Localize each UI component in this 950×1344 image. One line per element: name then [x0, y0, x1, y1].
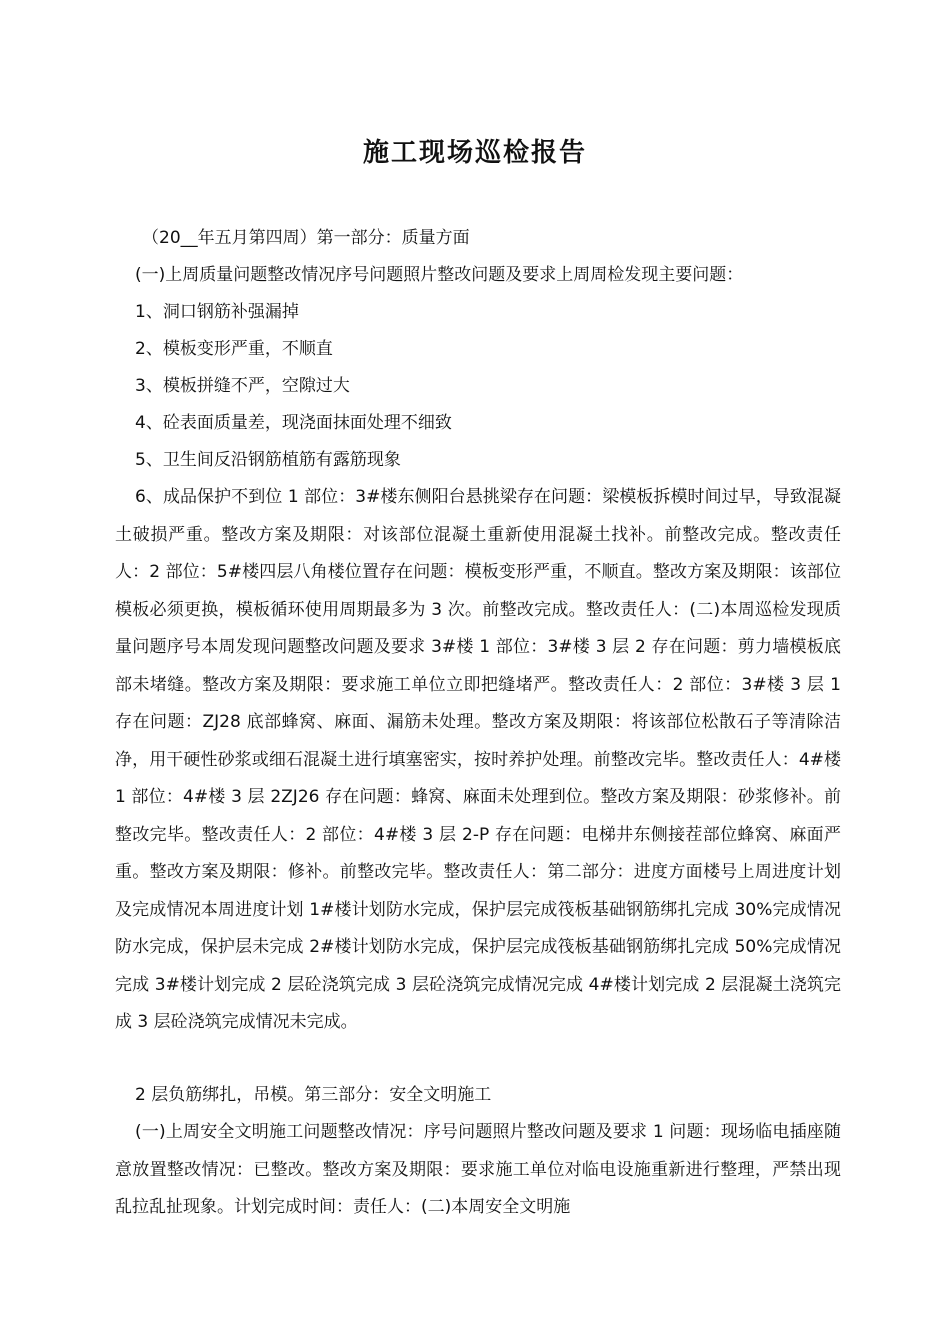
list-item-1: 1、洞口钢筋补强漏掉: [135, 302, 299, 322]
paragraph-week-heading: （20__年五月第四周）第一部分：质量方面: [142, 228, 470, 248]
paragraph-quality-details: 6、成品保护不到位 1 部位：3#楼东侧阳台悬挑梁存在问题：梁模板拆模时间过早，导致混凝土破损严重。整改方案及期限：对该部位混凝土重新使用混凝土找补。前整改完成。整改责任人：2 部位：5#楼四层八角楼位置存在问题：模板变形严重，不顺直。整改方案及期限：该部位模板必须更换，模板循环使用周期最多为 3 次。前整改完成。整改责任人：(二)本周巡检发现质量问题序号本周发现问题整改问题及要求 3#楼 1 部位：3#楼 3 层 2 存在问题：剪力墙模板底部未堵缝。整改方案及期限：要求施工单位立即把缝堵严。整改责任人：2 部位：3#楼 3 层 1 存在问题：ZJ28 底部蜂窝、麻面、漏筋未处理。整改方案及期限：将该部位松散石子等清除洁净，用干硬性砂浆或细石混凝土进行填塞密实，按时养护处理。前整改完毕。整改责任人：4#楼 1 部位：4#楼 3 层 2ZJ26 存在问题：蜂窝、麻面未处理到位。整改方案及期限：砂浆修补。前整改完毕。整改责任人：2 部位：4#楼 3 层 2-P 存在问题：电梯井东侧接茬部位蜂窝、麻面严重。整改方案及期限：修补。前整改完毕。整改责任人：第二部分：进度方面楼号上周进度计划及完成情况本周进度计划 1#楼计划防水完成，保护层完成筏板基础钢筋绑扎完成 30%完成情况防水完成，保护层未完成 2#楼计划防水完成，保护层完成筏板基础钢筋绑扎完成 50%完成情况完成 3#楼计划完成 2 层砼浇筑完成 3 层砼浇筑完成情况完成 4#楼计划完成 2 层混凝土浇筑完成 3 层砼浇筑完成情况未完成。: [115, 487, 841, 1032]
list-item-5: 5、卫生间反沿钢筋植筋有露筋现象: [135, 450, 401, 470]
paragraph-safety-heading: 2 层负筋绑扎，吊模。第三部分：安全文明施工: [135, 1085, 492, 1105]
paragraph-safety-details: (一)上周安全文明施工问题整改情况：序号问题照片整改问题及要求 1 问题：现场临电插座随意放置整改情况：已整改。整改方案及期限：要求施工单位对临电设施重新进行整理，严禁出现乱拉乱扯现象。计划完成时间：责任人：(二)本周安全文明施: [115, 1122, 841, 1217]
page-title: 施工现场巡检报告: [362, 138, 587, 168]
paragraph-last-week-quality: (一)上周质量问题整改情况序号问题照片整改问题及要求上周周检发现主要问题：: [135, 265, 744, 285]
list-item-3: 3、模板拼缝不严，空隙过大: [135, 376, 350, 396]
list-item-2: 2、模板变形严重，不顺直: [135, 339, 333, 359]
list-item-4: 4、砼表面质量差，现浇面抹面处理不细致: [135, 413, 452, 433]
